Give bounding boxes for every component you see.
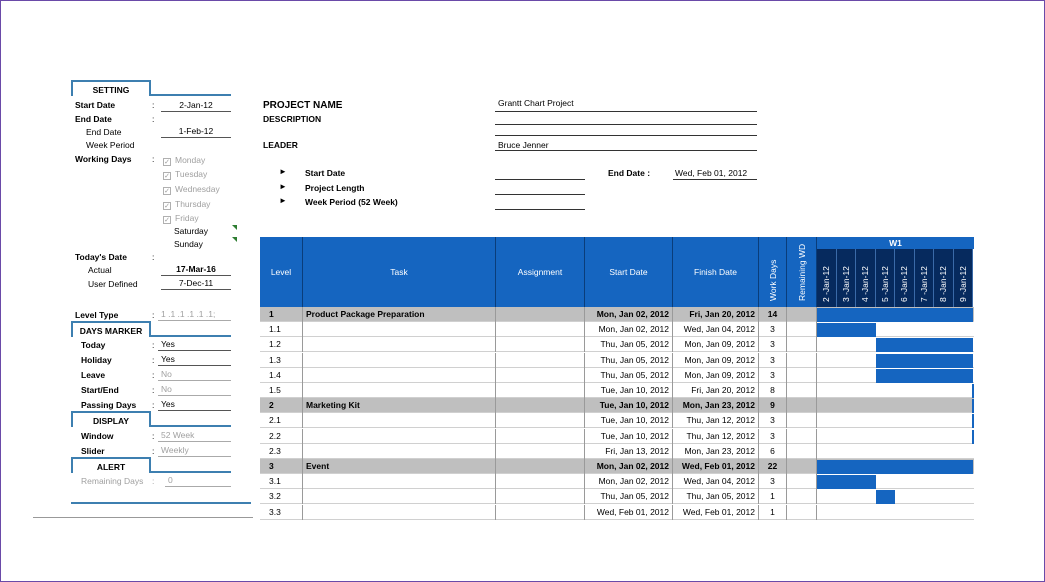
table-row[interactable] xyxy=(260,489,974,504)
sheet-bottom-line xyxy=(33,517,253,518)
checkbox-wednesday[interactable] xyxy=(163,184,220,195)
start-date-project-label: Start Date xyxy=(305,168,346,178)
colon: : xyxy=(152,476,155,486)
task-cell[interactable]: Event xyxy=(303,459,496,474)
end-date-sub-label: End Date xyxy=(86,127,122,137)
colon: : xyxy=(152,310,155,320)
assignment-cell[interactable] xyxy=(496,413,585,428)
bullet-arrow-icon: ► xyxy=(279,167,287,176)
day-label: Monday xyxy=(175,155,206,165)
colon: : xyxy=(152,431,155,441)
task-cell[interactable] xyxy=(303,474,496,489)
slider-value[interactable]: Weekly xyxy=(158,445,231,457)
assignment-cell[interactable] xyxy=(496,353,585,368)
task-cell[interactable]: Marketing Kit xyxy=(303,398,496,413)
start-date-value[interactable]: 2-Jan-12 xyxy=(161,100,231,112)
table-row[interactable] xyxy=(260,429,974,444)
task-cell[interactable] xyxy=(303,489,496,504)
finish-date-cell[interactable]: Wed, Feb 01, 2012 xyxy=(673,505,759,520)
description-label: DESCRIPTION xyxy=(263,114,322,124)
day-sunday[interactable]: Sunday xyxy=(174,239,203,249)
assignment-cell[interactable] xyxy=(496,368,585,383)
display-section-title: DISPLAY xyxy=(71,411,151,427)
week-period-project-label: Week Period (52 Week) xyxy=(305,197,398,207)
start-date-cell[interactable]: Thu, Jan 05, 2012 xyxy=(585,337,673,352)
gantt-bar[interactable] xyxy=(972,430,974,444)
gantt-bar[interactable] xyxy=(817,460,973,474)
task-cell[interactable] xyxy=(303,337,496,352)
header-week: W1 xyxy=(817,237,974,249)
header-remaining-wd[interactable] xyxy=(787,237,817,307)
finish-date-cell[interactable]: Mon, Jan 09, 2012 xyxy=(673,337,759,352)
start-date-cell[interactable]: Mon, Jan 02, 2012 xyxy=(585,474,673,489)
comment-marker-icon xyxy=(232,225,237,230)
task-cell[interactable]: Product Package Preparation xyxy=(303,307,496,322)
colon: : xyxy=(152,370,155,380)
task-cell[interactable] xyxy=(303,429,496,444)
level-type-label: Level Type xyxy=(75,310,119,320)
colon: : xyxy=(152,154,155,164)
holiday-marker-label: Holiday xyxy=(81,355,112,365)
day-header-label: 8 -Jan-12 xyxy=(938,266,949,302)
finish-date-cell[interactable]: Wed, Feb 01, 2012 xyxy=(673,459,759,474)
gantt-bar[interactable] xyxy=(817,475,876,489)
finish-date-cell[interactable]: Fri, Jan 20, 2012 xyxy=(673,307,759,322)
work-days-cell[interactable]: 6 xyxy=(759,444,787,459)
header-assignment[interactable]: Assignment xyxy=(496,237,585,307)
start-date-cell[interactable]: Tue, Jan 10, 2012 xyxy=(585,383,673,398)
work-days-cell[interactable]: 3 xyxy=(759,474,787,489)
start-date-label: Start Date xyxy=(75,100,116,110)
level-cell[interactable]: 1.3 xyxy=(260,353,303,368)
level-cell[interactable]: 1 xyxy=(260,307,303,322)
work-days-cell[interactable]: 3 xyxy=(759,429,787,444)
checkbox-monday[interactable] xyxy=(163,155,205,166)
gantt-bar[interactable] xyxy=(876,490,896,504)
level-cell[interactable]: 1.1 xyxy=(260,322,303,337)
window-value[interactable]: 52 Week xyxy=(158,430,231,442)
assignment-cell[interactable] xyxy=(496,429,585,444)
level-cell[interactable]: 2.1 xyxy=(260,413,303,428)
gantt-bar[interactable] xyxy=(817,323,876,337)
window-label: Window xyxy=(81,431,114,441)
start-date-cell[interactable]: Thu, Jan 05, 2012 xyxy=(585,489,673,504)
table-row[interactable] xyxy=(260,413,974,428)
task-cell[interactable] xyxy=(303,413,496,428)
day-saturday[interactable]: Saturday xyxy=(174,226,209,236)
start-date-cell[interactable]: Tue, Jan 10, 2012 xyxy=(585,413,673,428)
header-work-days-label: Work Days xyxy=(767,259,778,301)
day-header xyxy=(915,249,935,307)
assignment-cell[interactable] xyxy=(496,322,585,337)
work-days-cell[interactable]: 3 xyxy=(759,322,787,337)
table-row[interactable] xyxy=(260,474,974,489)
description-underline-1 xyxy=(495,124,757,125)
start-date-cell[interactable]: Mon, Jan 02, 2012 xyxy=(585,459,673,474)
work-days-cell[interactable]: 3 xyxy=(759,368,787,383)
task-cell[interactable] xyxy=(303,444,496,459)
remaining-wd-cell[interactable] xyxy=(787,337,817,352)
day-header-label: 3 -Jan-12 xyxy=(840,266,851,302)
table-row[interactable] xyxy=(260,322,974,337)
gantt-bar[interactable] xyxy=(972,399,974,413)
table-row[interactable] xyxy=(260,444,974,459)
start-date-cell[interactable]: Fri, Jan 13, 2012 xyxy=(585,444,673,459)
day-header-label: 4 -Jan-12 xyxy=(860,266,871,302)
day-label: Thursday xyxy=(175,199,211,209)
level-cell[interactable]: 2 xyxy=(260,398,303,413)
work-days-cell[interactable]: 9 xyxy=(759,398,787,413)
day-header xyxy=(837,249,857,307)
setting-section-line xyxy=(151,94,231,96)
finish-date-cell[interactable]: Wed, Jan 04, 2012 xyxy=(673,474,759,489)
assignment-cell[interactable] xyxy=(496,474,585,489)
end-date-label: End Date xyxy=(75,114,112,124)
assignment-cell[interactable] xyxy=(496,489,585,504)
remaining-wd-cell[interactable] xyxy=(787,429,817,444)
day-header-label: 5 -Jan-12 xyxy=(879,266,890,302)
day-header-label: 9 -Jan-12 xyxy=(957,266,968,302)
start-date-cell[interactable]: Mon, Jan 02, 2012 xyxy=(585,322,673,337)
end-date-sub-value[interactable]: 1-Feb-12 xyxy=(161,126,231,138)
checkbox-check-icon: ✓ xyxy=(164,159,170,166)
header-task[interactable]: Task xyxy=(303,237,496,307)
checkbox-check-icon: ✓ xyxy=(164,188,170,195)
end-date-project-label: End Date : xyxy=(608,168,651,178)
level-cell[interactable]: 2.2 xyxy=(260,429,303,444)
week-period-label: Week Period xyxy=(86,140,135,150)
working-days-label: Working Days xyxy=(75,154,132,164)
work-days-cell[interactable]: 22 xyxy=(759,459,787,474)
work-days-cell[interactable]: 1 xyxy=(759,505,787,520)
remaining-wd-cell[interactable] xyxy=(787,307,817,322)
remaining-wd-cell[interactable] xyxy=(787,383,817,398)
colon: : xyxy=(152,446,155,456)
start-end-marker-label: Start/End xyxy=(81,385,119,395)
remaining-wd-cell[interactable] xyxy=(787,322,817,337)
start-date-cell[interactable]: Mon, Jan 02, 2012 xyxy=(585,307,673,322)
assignment-cell[interactable] xyxy=(496,398,585,413)
task-cell[interactable] xyxy=(303,505,496,520)
work-days-cell[interactable]: 3 xyxy=(759,353,787,368)
colon: : xyxy=(152,385,155,395)
work-days-cell[interactable]: 8 xyxy=(759,383,787,398)
alert-section-title: ALERT xyxy=(71,457,151,473)
passing-days-marker-value[interactable]: Yes xyxy=(158,399,231,411)
assignment-cell[interactable] xyxy=(496,505,585,520)
level-cell[interactable]: 1.2 xyxy=(260,337,303,352)
finish-date-cell[interactable]: Thu, Jan 12, 2012 xyxy=(673,413,759,428)
remaining-wd-cell[interactable] xyxy=(787,398,817,413)
work-days-cell[interactable]: 14 xyxy=(759,307,787,322)
holiday-marker-value[interactable]: Yes xyxy=(158,354,231,366)
assignment-cell[interactable] xyxy=(496,444,585,459)
colon: : xyxy=(152,340,155,350)
start-date-cell[interactable]: Thu, Jan 05, 2012 xyxy=(585,353,673,368)
user-defined-value[interactable]: 7-Dec-11 xyxy=(161,278,231,290)
day-header xyxy=(954,249,974,307)
colon: : xyxy=(152,400,155,410)
table-row[interactable] xyxy=(260,337,974,352)
assignment-cell[interactable] xyxy=(496,307,585,322)
level-cell[interactable]: 3 xyxy=(260,459,303,474)
start-date-underline xyxy=(495,179,585,180)
checkbox-thursday[interactable] xyxy=(163,199,210,210)
user-defined-label: User Defined xyxy=(88,279,138,289)
day-header-label: 2 -Jan-12 xyxy=(821,266,832,302)
day-label: Tuesday xyxy=(175,169,208,179)
description-underline-2 xyxy=(495,135,757,136)
actual-value: 17-Mar-16 xyxy=(161,264,231,276)
checkbox-check-icon: ✓ xyxy=(164,203,170,210)
task-cell[interactable] xyxy=(303,383,496,398)
table-group-row[interactable] xyxy=(260,307,974,322)
remaining-wd-cell[interactable] xyxy=(787,444,817,459)
leader-label: LEADER xyxy=(263,140,298,150)
today-marker-value[interactable]: Yes xyxy=(158,339,231,351)
day-header xyxy=(856,249,876,307)
table-row[interactable] xyxy=(260,368,974,383)
level-cell[interactable]: 1.5 xyxy=(260,383,303,398)
project-name-value[interactable]: Grantt Chart Project xyxy=(498,98,574,108)
setting-section-title: SETTING xyxy=(71,80,151,96)
task-cell[interactable] xyxy=(303,322,496,337)
remaining-wd-cell[interactable] xyxy=(787,353,817,368)
checkbox-friday[interactable] xyxy=(163,213,199,224)
day-header-label: 7 -Jan-12 xyxy=(918,266,929,302)
colon: : xyxy=(152,114,155,124)
days-marker-section-title: DAYS MARKER xyxy=(71,321,151,337)
project-length-label: Project Length xyxy=(305,183,365,193)
leave-marker-label: Leave xyxy=(81,370,106,380)
finish-date-cell[interactable]: Thu, Jan 05, 2012 xyxy=(673,489,759,504)
day-label: Friday xyxy=(175,213,199,223)
colon: : xyxy=(152,252,155,262)
project-name-label: PROJECT NAME xyxy=(263,100,343,111)
display-section-line xyxy=(151,425,231,427)
level-cell[interactable]: 3.2 xyxy=(260,489,303,504)
day-header-label: 6 -Jan-12 xyxy=(899,266,910,302)
finish-date-cell[interactable]: Wed, Jan 04, 2012 xyxy=(673,322,759,337)
start-date-cell[interactable]: Wed, Feb 01, 2012 xyxy=(585,505,673,520)
gantt-bar[interactable] xyxy=(817,308,973,322)
remaining-wd-cell[interactable] xyxy=(787,413,817,428)
start-date-cell[interactable]: Tue, Jan 10, 2012 xyxy=(585,398,673,413)
start-date-cell[interactable]: Tue, Jan 10, 2012 xyxy=(585,429,673,444)
table-row[interactable] xyxy=(260,505,974,520)
gantt-bar[interactable] xyxy=(876,354,974,368)
table-row[interactable] xyxy=(260,383,974,398)
header-level[interactable]: Level xyxy=(260,237,303,307)
days-marker-section-line xyxy=(151,335,231,337)
checkbox-check-icon: ✓ xyxy=(164,217,170,224)
work-days-cell[interactable]: 3 xyxy=(759,413,787,428)
leader-underline xyxy=(495,150,757,151)
header-start-date[interactable]: Start Date xyxy=(585,237,673,307)
project-name-underline xyxy=(495,111,757,112)
bullet-arrow-icon: ► xyxy=(279,182,287,191)
alert-section-line xyxy=(151,471,231,473)
day-header xyxy=(895,249,915,307)
colon: : xyxy=(152,100,155,110)
week-period-underline xyxy=(495,209,585,210)
header-work-days[interactable] xyxy=(759,237,787,307)
day-header xyxy=(817,249,837,307)
actual-label: Actual xyxy=(88,265,112,275)
slider-label: Slider xyxy=(81,446,105,456)
remaining-wd-cell[interactable] xyxy=(787,459,817,474)
remaining-wd-cell[interactable] xyxy=(787,505,817,520)
level-cell[interactable]: 2.3 xyxy=(260,444,303,459)
level-type-value[interactable]: 1 .1 .1 .1 .1 .1; xyxy=(158,309,231,321)
day-header xyxy=(934,249,954,307)
level-cell[interactable]: 3.3 xyxy=(260,505,303,520)
finish-date-cell[interactable]: Mon, Jan 23, 2012 xyxy=(673,398,759,413)
day-label: Wednesday xyxy=(175,184,220,194)
alert-bottom-line xyxy=(71,502,251,504)
assignment-cell[interactable] xyxy=(496,383,585,398)
level-cell[interactable]: 1.4 xyxy=(260,368,303,383)
remaining-days-label: Remaining Days xyxy=(81,476,144,486)
leader-value[interactable]: Bruce Jenner xyxy=(498,140,549,150)
finish-date-cell[interactable]: Thu, Jan 12, 2012 xyxy=(673,429,759,444)
finish-date-cell[interactable]: Fri, Jan 20, 2012 xyxy=(673,383,759,398)
checkbox-check-icon: ✓ xyxy=(164,173,170,180)
work-days-cell[interactable]: 1 xyxy=(759,489,787,504)
colon: : xyxy=(152,355,155,365)
assignment-cell[interactable] xyxy=(496,337,585,352)
level-cell[interactable]: 3.1 xyxy=(260,474,303,489)
gantt-bar[interactable] xyxy=(972,414,974,428)
day-header xyxy=(876,249,896,307)
start-end-marker-value[interactable]: No xyxy=(158,384,231,396)
finish-date-cell[interactable]: Mon, Jan 23, 2012 xyxy=(673,444,759,459)
end-date-underline xyxy=(673,179,757,180)
comment-marker-icon xyxy=(232,237,237,242)
checkbox-tuesday[interactable] xyxy=(163,169,207,180)
gantt-bar[interactable] xyxy=(972,384,974,398)
leave-marker-value[interactable]: No xyxy=(158,369,231,381)
passing-days-marker-label: Passing Days xyxy=(81,400,137,410)
assignment-cell[interactable] xyxy=(496,459,585,474)
project-length-underline xyxy=(495,194,585,195)
todays-date-label: Today's Date xyxy=(75,252,127,262)
work-days-cell[interactable]: 3 xyxy=(759,337,787,352)
remaining-days-value[interactable]: 0 xyxy=(165,475,231,487)
remaining-wd-cell[interactable] xyxy=(787,474,817,489)
finish-date-cell[interactable]: Mon, Jan 09, 2012 xyxy=(673,368,759,383)
table-row[interactable] xyxy=(260,353,974,368)
header-remaining-wd-label: Remaining WD xyxy=(796,243,807,301)
today-marker-label: Today xyxy=(81,340,106,350)
gantt-bar[interactable] xyxy=(876,369,974,383)
bullet-arrow-icon: ► xyxy=(279,196,287,205)
table-group-row[interactable] xyxy=(260,398,974,413)
start-date-cell[interactable]: Thu, Jan 05, 2012 xyxy=(585,368,673,383)
table-group-row[interactable] xyxy=(260,459,974,474)
end-date-project-value: Wed, Feb 01, 2012 xyxy=(675,168,748,178)
task-cell[interactable] xyxy=(303,353,496,368)
remaining-wd-cell[interactable] xyxy=(787,368,817,383)
task-cell[interactable] xyxy=(303,368,496,383)
gantt-bar[interactable] xyxy=(876,338,974,352)
finish-date-cell[interactable]: Mon, Jan 09, 2012 xyxy=(673,353,759,368)
remaining-wd-cell[interactable] xyxy=(787,489,817,504)
header-finish-date[interactable]: Finish Date xyxy=(673,237,759,307)
